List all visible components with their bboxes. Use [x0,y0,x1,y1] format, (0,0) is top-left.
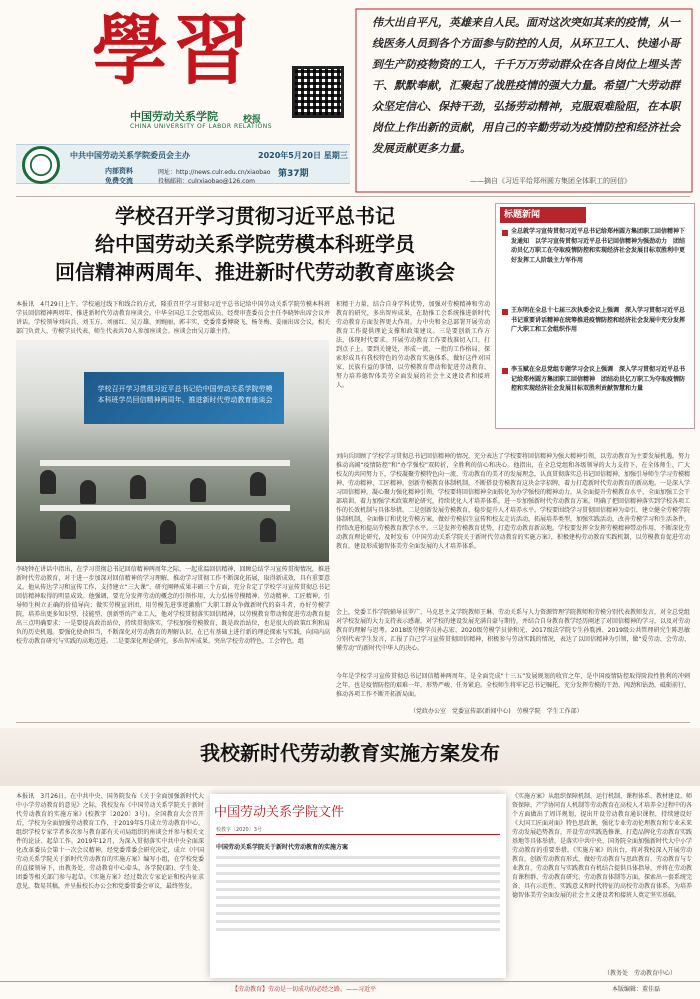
bullet-icon [502,368,508,374]
photo-banner: 学校召开学习贯彻习近平总书记给中国劳动关系学院劳模本科班学员回信精神两周年、推进新时代劳动教育座谈会 [97,385,273,404]
masthead-title: 學習 [92,6,256,95]
second-story-left: 本报讯 3月26日，在中共中央、国务院发布《关于全面加强新时代大中小学劳动教育的意见》之际，我校发布《中国劳动关系学院关于新时代劳动教育的实施方案》(校教字〔2020〕3号)。全国教育大会召开后，学校为全面加强劳动教育工作，于2019年5月成立劳动教育中心，组织学校专家学者多次参与教育部有关司局组织的座谈会并参与相关文件的论证、起草工作。2019年12月，为深入贯彻落实中共中央全面深化改革委员会第十一次会议精神，经党委常委会研究决定，成立《中国劳动关系学院关于新时代劳动教育的实施方案》编写小组，在学校党委的直接领导下，由教务处、劳动教育中心牵头，各学院(部)、学生处、团委等相关部门参与起草。《实施方案》经过数次专家论证和校内征求意见，数易其稿，并呈报校长办公会和党委常委会审议，最终签发。 [16,793,204,890]
document-line [216,912,500,915]
photo-table [40,460,290,466]
university-name-en: CHINA UNIVERSITY OF LABOR RELATIONS [130,123,273,130]
document-line [216,896,500,899]
contact-info [158,168,270,186]
document-line [216,856,500,859]
story-signature: （党政办公室 党委宣传部(新闻中心) 劳模学院 学生工作部） [410,708,583,715]
document-title: 中国劳动关系学院文件 [214,805,345,820]
photo-person [160,520,176,544]
quote-text: 伟大出自平凡，英雄来自人民。面对这次突如其来的疫情，从一线医务人员到各个方面参与防控的人员，从环卫工人、快递小哥到生产防疫物资的工人，千千万万劳动群众在各自岗位上埋头苦干、默默奉献，汇聚起了战胜疫情的强大力量。希望广大劳动群众坚定信心、保持干劲，弘扬劳动精神，克服艰难险阻，在本职岗位上作出新的贡献，用自己的辛勤劳动为疫情防控和经济社会发展贡献更多力量。 [372,16,680,155]
email-link[interactable]: 投稿邮箱：culrxiaobao@126.com [158,178,255,185]
photo-person [190,478,206,502]
lead-paragraph: 本报讯 4月29日上午，学校通过线下和线合的方式，隆重召开学习贯彻习近平总书记给中国劳动关系学院劳模本科班学员回信精神两周年、推进新时代劳动教育座谈会。中华全国总工会党组成员、经费审查委员会主任李晓钟出席会议并讲话。学校领导刘向兵、刘玉方、刘丽红、吴万雄、刘婉丽、郭丰实，党委常委傅晓飞、杨冬梅、姜丽出席会议，相关部门负责人、劳模学员代表、师生代表共70人参加座谈会。座谈会由吴万雄主持。 [16,301,330,335]
second-story-right: 《实施方案》从组织保障机制、运行机制、课程体系、教材建设、师资保障、产学协同育人机制等劳动教育在高校人才培养全过程中的各个方面做出了周详规划，提出开设劳动教育通识课程，持续建设好《大国工匠面对面》特色思政课，强化专业劳动伦理教育和专业未来劳动发展趋势教育，开设劳动实践选修课，打造品牌化劳动教育实践基地等具体举措，是落实中共中央、国务院全面加强新时代大中小学劳动教育的重要举措。《实施方案》的出台，将对我校深入开展劳动教育，创新劳动教育形式，做好劳动教育与思政教育、劳动教育与专业教育、劳动教育与实践教育有机结合提供具体指导，并将在劳动教育课程群、劳动教育研究、劳动教育体制等方面，探索出一套系统完备、具有示范性、实践意义和时代特征的高校劳动教育体系，为培养德智体美劳全面发展的社会主义建设者和接班人奠定坚实基础。 [512,793,692,899]
footer-editor: 本版编辑：董佳磊 [612,986,661,993]
document-line [216,864,500,867]
sidebar-news-item[interactable]: 王东明在全总十七届三次执委会议上强调 深入学习贯彻习近平总书记重要讲话精神在统筹推进疫情防控和经济社会发展中充分发挥广大职工和工会组织作用 [511,307,686,333]
divider [16,722,690,723]
university-name-cn: 中国劳动关系学院 [130,110,218,123]
main-headline [20,202,490,286]
document-line [216,904,500,907]
university-logo-icon [22,146,60,184]
document-line [216,920,500,923]
body-text-wide-2: 会上，党委工作学院辅导员罗广、马克思主义学院教师王琳、劳动关系与人力资源管理学院教师和劳模分别代表教师发言，对全总党组对学校发展的大力支持表示感谢，对学校的建设发展充满自豪与期待，并结合自身教育教学经历阐述了对回信精神的学习，以及对劳动教育的理解与思考。2018级劳模学员孙志宏、2020级劳模学员徐和光、2017级法学院专生孙胤洲、2019级公共管理研究生陈思敏分别代表学生发言，汇报了自己学习宣传贯彻回信精神，积极参与劳动实践的情况，表达了以回信精神为引领，做“爱劳动、会劳动、懂劳动”的新时代中华人的决心。 [336,609,690,652]
document-line [216,872,500,875]
website-link[interactable]: 网址：http://news.culr.edu.cn/xiaobao [158,169,271,176]
headline-line-2: 给中国劳动关系学院劳模本科班学员 [95,232,415,256]
internal-label [105,166,133,186]
photo-person [130,475,146,499]
headline-line-3: 回信精神两周年、推进新时代劳动教育座谈会 [55,260,455,284]
second-story-signature: （教务处 劳动教育中心） [604,970,677,977]
second-story-title: 我校新时代劳动教育实施方案发布 [200,741,500,765]
headline-line-1: 学校召开学习贯彻习近平总书记 [115,204,395,228]
quote-source: ——摘自《习近平给郑州圆方集团全体职工的回信》 [470,177,631,185]
body-text-wide: 刘向兵回顾了学校学习贯彻总书记回信精神的情况，充分表达了学校要将回信精神为强大精神引领，以劳动教育为主要发展机遇，努力推动高阔“疫情防控”和“办学强校”双转折，全胜利的信心和决心。他指出，在全总党组和各级领导的大力支持下，在全体师生、广大校友的共同努力下，学校凝聚劳模特色向一流、劳动教育的美才的发展理念，认真贯彻落实总书记回信精神，加强引导师生学习劳模精神、劳动精神、工匠精神，创新劳模教育体制机制，不断搭设劳模教育这块金字招牌，着力打造新时代劳动教育的新高地。一是深入学习回信精神，凝心聚力强化精神引领，学校要将回信精神全面转化为办学强校的精神动力，从全面提升劳模教育水平、全面加强工会干部培训、着力加强学术政策理论研究，持续优化人才培养体系，进一步加强新时代劳动教育方案，明确了把回信精神落实到学校各项工作的长效机制与具体举措。二是创新发展劳模教育，稳步提升人才培养水平。学校要围绕学习贯彻回信精神为牵引，建立健全劳模学院体制机制，全面修订和优化劳模方案，做好劳模招生宣传和校友走访活动，拓展培养类型，加强实践活动，改善劳模学习和生活条件，持续改进和提高劳模教育教学水平。三是发挥劳模教育优势，打造劳动教育新高地。学校要发挥全发挥劳模精神带动作用，不断深化劳动教育理论研究，及时发布《中国劳动关系学院关于新时代劳动教育的实施方案》，积极建构劳动教育实践机制，以劳模教育促进劳动教育，建设形成德智体美劳全面发展的人才培养体系。 [336,453,690,550]
document-line [216,880,500,883]
photo-person [260,518,276,542]
document-line [216,888,500,891]
document-image [210,794,506,978]
photo-person [80,480,96,504]
bullet-icon [502,230,508,236]
edition-label: 校报 [243,115,262,125]
photo-person [250,472,266,496]
right-column-text: 积精于力量，结合自身学科优势，加强对劳模精神和劳动教育的研究，多出智库成果，在助推工会系统推进新时代劳动教育方面发挥更大作用。力中央和全总部署开展劳动教育工作提供理论支撑和政策建议。三是要创新工作方法，体现时代要求。开展劳动教育工作要找准切入口，打到点子上。要到关键处，形成一流、一批的工作格局，探索形成具有我校特色的劳动教育实施体系，做好这件对国家、民族有益的事情，以劳模教育带动和促进劳动教育，努力培养德智体美劳全面发展的社会主义建设者和接班人。 [336,301,490,389]
free-text: 免费交流 [105,177,133,185]
photo-person [60,515,76,539]
internal-text: 内部资料 [105,167,133,175]
document-line [216,928,500,931]
document-red-rule [216,834,500,835]
host-line: 中共中国劳动关系学院委员会主办 [70,151,190,160]
bullet-icon [502,309,508,315]
qr-code-icon [292,66,344,118]
issue-date: 2020年5月20日 星期三 [258,151,348,160]
photo-person [40,470,56,494]
issue-number: 第37期 [278,169,309,179]
document-number: 校教字〔2020〕3号 [216,827,262,833]
divider [16,196,690,197]
body-text-left: 李晓钟在讲话中指出，在学习贯彻总书记回信精神两周年之际，一起重温回信精神，回顾总结学习宣传贯彻情况，推进新时代劳动教育，对于进一步加深对回信精神的学习理解，推动学习贯彻工作不断深化拓展，取得新成效，具有重要意义。他从传达学习和宣传工作，支持建立“三大课”、研究阐释成果丰硕三个方面，充分肯定了学校学习宣传贯彻总书记回信精神取得的明显成效。他强调，要充分发挥劳动的概念的引领作用，大力弘扬劳模精神、劳动精神、工匠精神，引导师生树立正确的价值导向；做实劳模宣讲团，用劳模先进事迹激励广大职工群众争做新时代的奋斗者，办好劳模学院，培养出更多知识型、技能型、创新型的产业工人，他对学校贯彻落实回信精神，以劳模教育带动和促进劳动教育提出三点明确要求：一是要提高政治站位，持续贯彻落实，学校加强劳模教育，既是政治站位，也是很大的政策红利和肩负的历史机遇。要强化使命担当，不断深化对劳动教育的理解认识，在已有基础上进行新的理论探索与实践，向国内高校劳动教育研究与实践的高地迈进。二是要深化理论研究，多出智库成果。突出学校劳动特色，工会特色，组 [16,566,330,645]
sidebar-news-item[interactable]: 全总就学习宣传贯彻习近平总书记给郑州圆方集团职工回信精神下发通知 以学习宣传贯彻习近平总书记回信精神为强劲动力 团结动员亿万职工在夺取疫情防控和实现经济社会发展目标双胜利中更好发挥工人阶级主力军作用 [511,228,686,264]
footer-slogan: 【劳动教育】劳动是一切成功的必经之路。——习近平 [232,986,377,993]
body-text-wide-3: 今年是学校学习宣传贯彻总书记回信精神两周年，是全面完成“十三五”发展规划的收官之年，是中国疫情防控取得阶段性胜利的冲刺之年，也是疫情防控的艰难一年，形势严峻、任务紧迫。全校师生将牢记总书记嘱托，充分发挥劳模的干劲、闯劲和钻劲，砥砺前行，推动各项工作不断开拓新局面。 [336,673,690,698]
document-subtitle: 中国劳动关系学院关于新时代劳动教育的实施方案 [216,844,349,851]
headline-news-title: 标题新闻 [500,207,586,223]
sidebar-news-item[interactable]: 李玉赋在全总党组专题学习会议上强调 深入学习贯彻习近平总书记给郑州圆方集团职工回信精神 团结动员亿万职工为夺取疫情防控和实现经济社会发展目标双胜利贡献智慧和力量 [511,366,686,392]
photo-table [40,505,290,511]
